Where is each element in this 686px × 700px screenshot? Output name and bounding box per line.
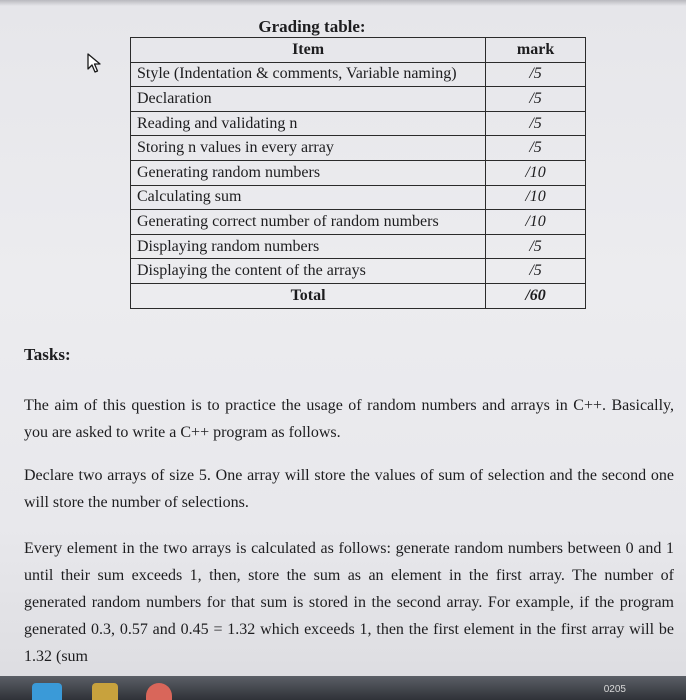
taskbar-app-icon[interactable] bbox=[92, 683, 118, 700]
mouse-pointer-icon bbox=[86, 52, 104, 74]
task-paragraph-declare: Declare two arrays of size 5. One array will store the values of sum of selection and the second one will store the number of selections. bbox=[24, 467, 674, 511]
row-item: Displaying random numbers bbox=[131, 234, 486, 259]
table-row bbox=[131, 185, 586, 210]
row-item: Reading and validating n bbox=[131, 111, 486, 136]
row-mark: /10 bbox=[486, 160, 586, 185]
row-item: Calculating sum bbox=[131, 185, 486, 210]
table-row bbox=[131, 259, 586, 284]
row-item: Generating correct number of random numbers bbox=[131, 210, 486, 235]
row-mark: /5 bbox=[486, 87, 586, 112]
row-mark: /5 bbox=[486, 111, 586, 136]
table-row bbox=[131, 160, 586, 185]
row-item: Declaration bbox=[131, 87, 486, 112]
tasks-heading: Tasks: bbox=[24, 345, 71, 364]
table-row bbox=[131, 87, 586, 112]
taskbar-partial-text: 0205 bbox=[603, 684, 626, 695]
row-mark: /5 bbox=[486, 62, 586, 87]
row-item: Generating random numbers bbox=[131, 160, 486, 185]
grading-table-title: Grading table: bbox=[258, 17, 366, 36]
table-row bbox=[131, 111, 586, 136]
top-edge-shadow bbox=[0, 0, 686, 6]
table-header-row bbox=[131, 38, 586, 63]
taskbar-app-icon[interactable] bbox=[32, 683, 62, 700]
row-mark: /5 bbox=[486, 234, 586, 259]
total-label: Total bbox=[131, 283, 486, 308]
table-row bbox=[131, 210, 586, 235]
taskbar bbox=[0, 676, 686, 700]
row-item: Style (Indentation & comments, Variable naming) bbox=[131, 62, 486, 87]
table-row bbox=[131, 234, 586, 259]
row-mark: /5 bbox=[486, 259, 586, 284]
table-row bbox=[131, 62, 586, 87]
header-mark: mark bbox=[486, 38, 586, 63]
row-item: Displaying the content of the arrays bbox=[131, 259, 486, 284]
taskbar-app-icon[interactable] bbox=[146, 683, 172, 700]
header-item: Item bbox=[131, 38, 486, 63]
grading-table bbox=[130, 37, 586, 309]
row-mark: /10 bbox=[486, 185, 586, 210]
row-item: Storing n values in every array bbox=[131, 136, 486, 161]
table-row bbox=[131, 136, 586, 161]
row-mark: /5 bbox=[486, 136, 586, 161]
total-mark: /60 bbox=[486, 283, 586, 308]
task-paragraph-calculation: Every element in the two arrays is calculated as follows: generate random numbers between 0 and 1 until their sum exceeds 1, then, store the sum as an element in the first array. The number of generated random numbers for that sum is stored in the second array. For example, if the program generated 0.3, 0.57 and 0.45 = 1.32 which exceeds 1, then the first element in the first array will be 1.32 (sum bbox=[24, 540, 674, 665]
table-total-row bbox=[131, 283, 586, 308]
row-mark: /10 bbox=[486, 210, 586, 235]
task-paragraph-aim: The aim of this question is to practice the usage of random numbers and arrays in C++. Basically, you are asked to write a C++ program as follows. bbox=[24, 397, 674, 441]
